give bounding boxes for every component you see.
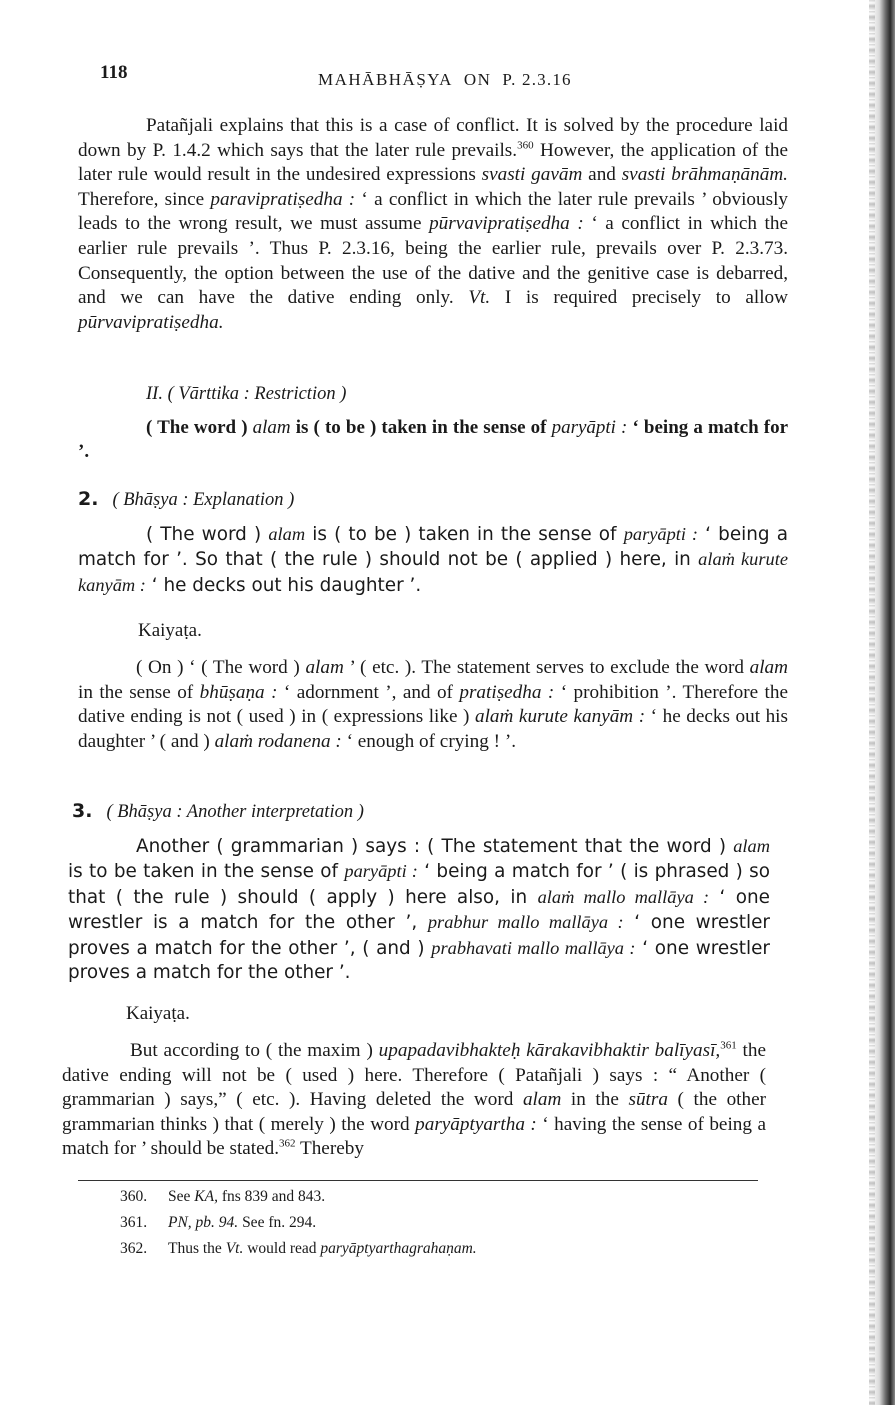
text: Therefore, since <box>78 188 211 210</box>
italic-term: alam <box>305 657 344 678</box>
text: ‘ one wrestler is a match for the other ’, <box>68 886 770 934</box>
italic-term: paravipratiṣedha : <box>210 188 356 210</box>
text: would read <box>243 1240 321 1257</box>
section-3-paragraph <box>68 834 770 985</box>
text: ‘ one wrestler proves a match for the other ’. <box>68 937 770 984</box>
kaiyata-2-block <box>62 1039 766 1162</box>
text: ( The word ) <box>146 417 248 438</box>
section-2-heading <box>78 488 294 511</box>
italic-term: alaṁ kurute kanyām : <box>78 549 788 595</box>
text: ’ ( etc. ). The statement serves to exclude the word <box>343 657 750 678</box>
vartika-heading: II. ( Vārttika : Restriction ) <box>146 384 347 404</box>
italic-term: paryāpti : <box>623 524 699 544</box>
italic-term: PN, pb. 94. <box>168 1214 239 1231</box>
kaiyata-1-paragraph <box>78 656 788 754</box>
section-number: 2. <box>78 488 99 510</box>
section-2-paragraph <box>78 522 788 598</box>
text: But according to ( the maxim ) <box>130 1040 379 1061</box>
text: ( The word ) <box>146 524 269 545</box>
text: ‘ one wrestler proves a match for the other ’, ( and ) <box>68 912 770 959</box>
text: is ( to be ) taken in the sense of <box>295 417 547 438</box>
section-number: 3. <box>72 800 93 822</box>
intro-paragraph-block <box>78 114 788 335</box>
text: is to be taken in the sense of <box>68 861 345 883</box>
text: Another ( grammarian ) says : ( The statement that the word ) <box>136 836 734 857</box>
section-3-heading <box>72 800 364 823</box>
text: ( On ) ‘ ( The word ) <box>136 657 306 678</box>
text: is ( to be ) taken in the sense of <box>305 524 624 545</box>
italic-term: paryāpti : <box>344 861 418 882</box>
kaiyata-2-paragraph <box>62 1039 766 1162</box>
italic-term: paryāpti : <box>546 417 633 438</box>
italic-term: alam <box>247 417 296 438</box>
italic-term: Vt. <box>225 1240 244 1257</box>
footnote-ref: 360 <box>517 139 534 152</box>
text: ‘ a conflict in which the later rule prevails ’ obviously leads to the wrong result, we must assume <box>78 188 788 235</box>
italic-term: alaṁ rodanena : <box>214 730 342 752</box>
italic-term: pratiṣedha : <box>459 681 555 703</box>
section-2-block <box>78 522 788 598</box>
italic-term: paryāptyartha : <box>415 1113 537 1135</box>
text: However, the application of the later rule would result in the undesired expressions <box>78 139 789 186</box>
intro-paragraph <box>78 114 788 335</box>
running-head-title: MAHĀBHĀṢYA <box>318 70 453 89</box>
text: the dative ending will not be ( used ) here. Therefore ( Patañjali ) says : “ Another ( grammarian ) says,” ( etc. ). Having deleted the word <box>62 1040 766 1111</box>
running-head-rule: P. 2.3.16 <box>502 70 572 89</box>
text: ‘ enough of crying ! ’. <box>341 730 516 752</box>
footnote-362 <box>120 1236 740 1262</box>
running-head-on: ON <box>463 70 492 89</box>
text: Patañjali explains that this is a case of conflict. It is solved by the procedure laid down by P. 1.4.2 which says that the later rule prevails. <box>78 115 788 161</box>
section-title: ( Bhāṣya : Explanation ) <box>112 490 295 510</box>
footnote-360 <box>120 1184 740 1210</box>
footnote-ref: 362 <box>279 1137 296 1150</box>
text: ‘ being a match for ’. So that ( the rule ) should not be ( applied ) here, in <box>78 524 788 571</box>
italic-term: Vt. <box>468 287 491 309</box>
text: ‘ he decks out his daughter ’ ( and ) <box>78 706 788 752</box>
kaiyata-heading: Kaiyaṭa. <box>138 620 202 641</box>
italic-term: sūtra <box>628 1089 668 1111</box>
kaiyata-1-block <box>78 656 788 754</box>
text: See <box>168 1188 195 1205</box>
text: ‘ adornment ’, and of <box>277 681 460 703</box>
italic-term: svasti brāhmaṇānām. <box>621 164 788 186</box>
italic-term: alam <box>522 1089 562 1111</box>
page-header <box>100 62 580 92</box>
footnote-number: 361. <box>120 1214 148 1231</box>
footnote-361 <box>120 1210 740 1236</box>
text: Thereby <box>295 1138 364 1160</box>
italic-term: alaṁ mallo mallāya : <box>537 886 710 907</box>
vartika-block <box>78 416 788 464</box>
text: ( the other grammarian thinks ) that ( merely ) the word <box>62 1089 766 1135</box>
italic-term: prabhur mallo mallāya : <box>427 912 624 933</box>
kaiyata-heading-2: Kaiyaṭa. <box>126 1003 190 1024</box>
section-title: ( Bhāṣya : Another interpretation ) <box>106 802 364 822</box>
italic-term: alam <box>733 836 770 856</box>
vartika-text <box>78 416 788 464</box>
footnote-ref: 361 <box>720 1039 737 1052</box>
italic-term: alam <box>749 657 788 678</box>
text: Thus the <box>168 1240 226 1257</box>
italic-term: upapadavibhakteḥ kārakavibhaktir balīyasī, <box>378 1040 721 1061</box>
text: ‘ having the sense of being a match for ’ should be stated. <box>62 1113 766 1160</box>
footnote-number: 362. <box>120 1240 148 1257</box>
text: See fn. 294. <box>238 1214 317 1231</box>
text: and <box>582 164 622 186</box>
text: ‘ a conflict in which the earlier rule prevails ’. Thus P. 2.3.16, being the earlier rule, prevails over P. 2.3.73. Consequently, the option between the use of the dative and the genitive case is debarred, and we can have the dative ending only. <box>78 213 789 309</box>
text: fns 839 and 843. <box>217 1188 326 1205</box>
text: ‘ he decks out his daughter ’. <box>145 574 422 596</box>
text: in the <box>561 1089 629 1111</box>
italic-term: pūrvavipratiṣedha : <box>429 213 584 235</box>
running-head <box>318 70 572 90</box>
footnote-divider <box>78 1180 758 1181</box>
italic-term: pūrvavipratiṣedha. <box>78 311 224 333</box>
footnote-number: 360. <box>120 1188 148 1205</box>
footnotes <box>120 1184 740 1262</box>
italic-term: prabhavati mallo mallāya : <box>431 937 636 958</box>
text: I is required precisely to allow <box>490 287 788 309</box>
italic-term: alam <box>268 524 306 544</box>
text: ‘ prohibition ’. Therefore the dative ending is not ( used ) in ( expressions like ) <box>78 681 788 728</box>
page-number: 118 <box>100 62 128 83</box>
text: ‘ being a match for ’ ( is phrased ) so that ( the rule ) should ( apply ) here also, in <box>68 861 770 908</box>
italic-term: KA, <box>194 1188 218 1205</box>
section-3-block <box>68 834 770 985</box>
text: in the sense of <box>78 681 200 703</box>
italic-term: bhūṣaṇa : <box>199 681 278 703</box>
italic-term: paryāptyarthagrahaṇam. <box>320 1240 477 1257</box>
page-binding-shadow <box>869 0 875 1405</box>
text: ‘ being a match for ’. <box>78 417 789 462</box>
italic-term: alaṁ kurute kanyām : <box>475 706 646 728</box>
italic-term: svasti gavām <box>481 164 583 186</box>
